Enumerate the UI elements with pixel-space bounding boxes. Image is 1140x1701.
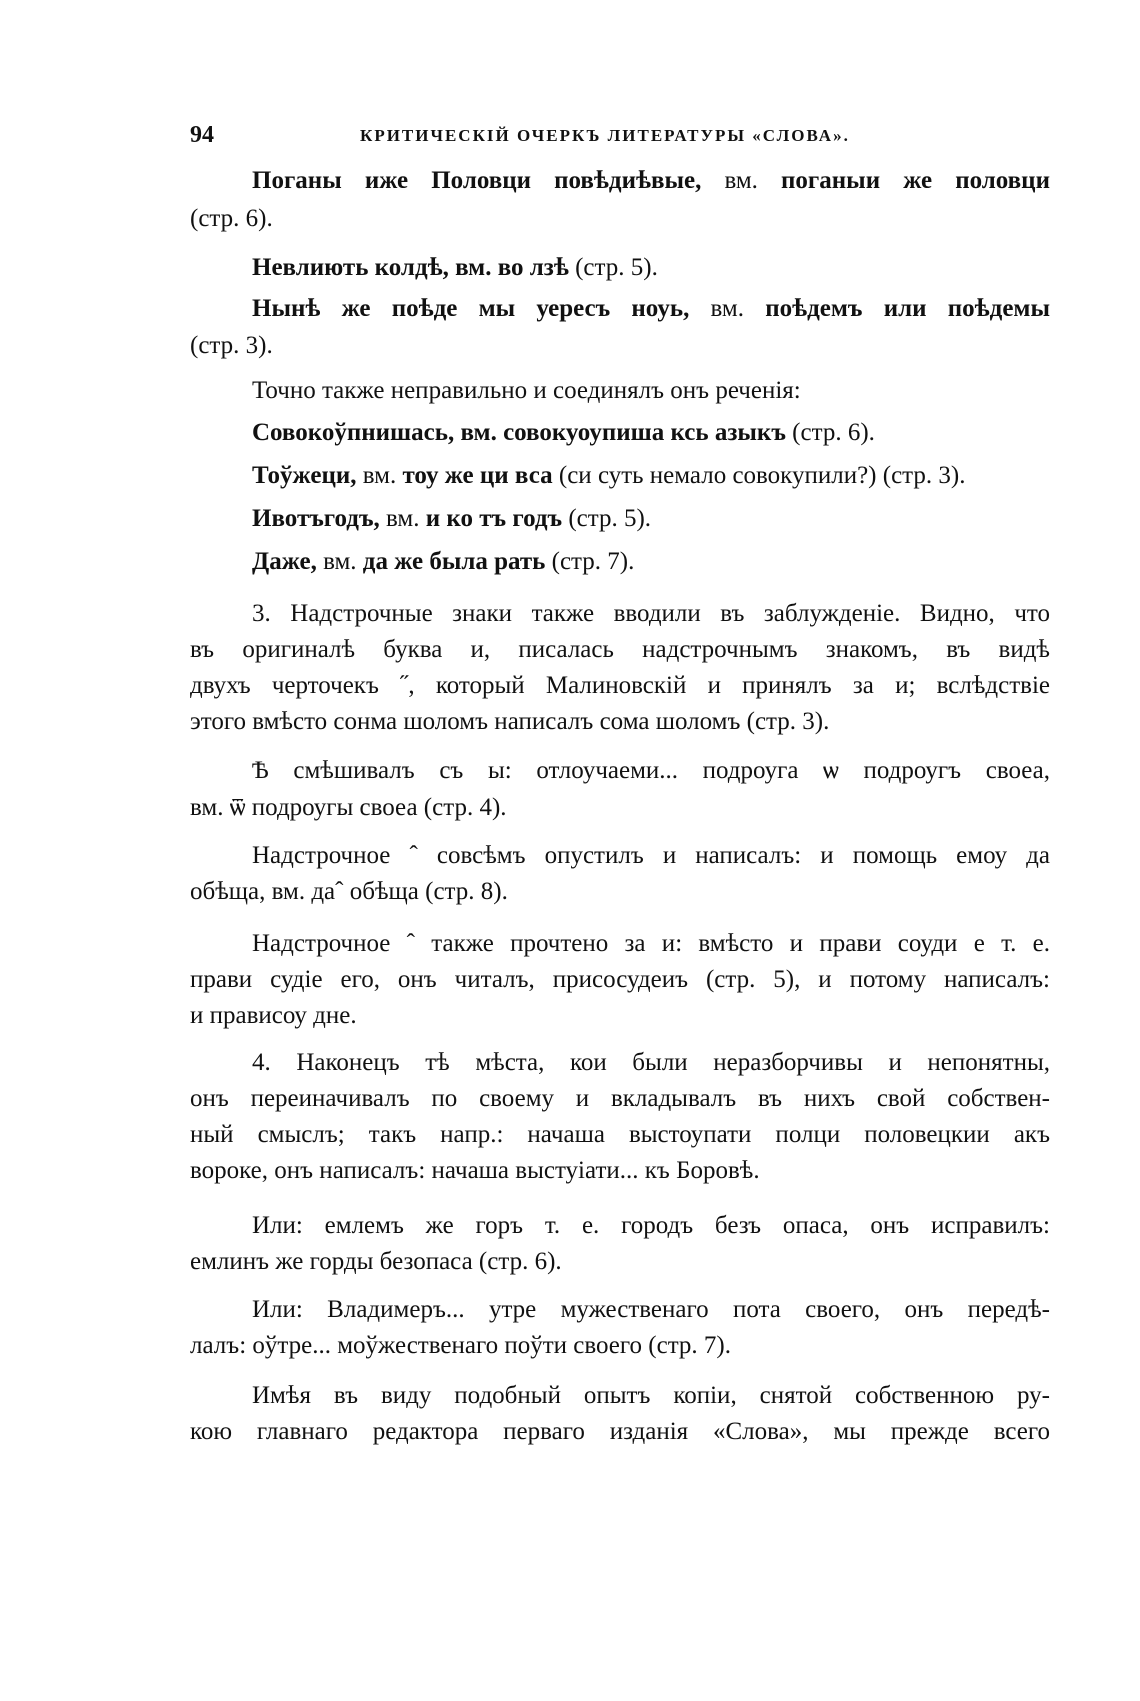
text-line: Надстрочное ˆ также прочтено за и: вмѣсто и прави соуди е т. е. (252, 930, 1050, 957)
text-line: Тоўжеци, вм. тоу же ци вса (си суть немало совокупили?) (стр. 3). (252, 462, 966, 489)
text-line: Или: емлемъ же горъ т. е. городъ безъ опаса, онъ исправилъ: (252, 1212, 1050, 1239)
text-line: въ оригиналѣ буква и, писалась надстрочнымъ знакомъ, въ видѣ (190, 636, 1050, 663)
text-line: Ѣ смѣшивалъ съ ы: отлоучаеми... подроуга ѡ подроугъ своеа, (252, 757, 1050, 784)
text-line: Поганы иже Половци повѣдиѣвые, вм. поганыи же половци (252, 167, 1050, 194)
text-line: 3. Надстрочные знаки также вводили въ заблужденіе. Видно, что (252, 600, 1050, 627)
text-line: Имѣя въ виду подобный опытъ копіи, снятой собственною ру- (252, 1382, 1050, 1409)
text-line: вм. ѿ подроугы своеа (стр. 4). (190, 794, 507, 821)
text-line: Надстрочное ˆ совсѣмъ опустилъ и написалъ: и помощь емоу да (252, 842, 1050, 869)
text-line: емлинъ же горды безопаса (стр. 6). (190, 1248, 562, 1275)
text-line: кою главнаго редактора перваго изданія «Слова», мы прежде всего (190, 1418, 1050, 1445)
text-line: прави судіе его, онъ читалъ, присосудеиъ (стр. 5), и потому написалъ: (190, 966, 1050, 993)
running-title: КРИТИЧЕСКІЙ ОЧЕРКЪ ЛИТЕРАТУРЫ «СЛОВА». (360, 126, 850, 145)
text-line: и прависоу дне. (190, 1002, 357, 1029)
text-line: Ивотъгодъ, вм. и ко тъ годъ (стр. 5). (252, 505, 652, 532)
text-line: Даже, вм. да же была рать (стр. 7). (252, 548, 635, 575)
text-line: Невлиють колдѣ, вм. во лзѣ (стр. 5). (252, 254, 658, 281)
text-line: Или: Владимеръ... утре мужественаго пота своего, онъ передѣ- (252, 1296, 1050, 1323)
page-header (190, 122, 1050, 158)
text-line: вороке, онъ написалъ: начаша выстуіати... къ Боровѣ. (190, 1157, 760, 1184)
text-line: лалъ: оўтре... моўжественаго поўти своего (стр. 7). (190, 1332, 732, 1359)
text-line: Совокоўпнишась, вм. совокуоупиша ксь азыкъ (стр. 6). (252, 419, 875, 446)
text-line: двухъ черточекъ ˝, который Малиновскій и принялъ за и; вслѣдствіе (190, 672, 1050, 699)
text-line: этого вмѣсто сонма шоломъ написалъ сома шоломъ (стр. 3). (190, 708, 830, 735)
text-line: (стр. 3). (190, 332, 273, 359)
text-line: Точно также неправильно и соединялъ онъ реченія: (252, 377, 801, 404)
text-line: обѣща, вм. даˆ обѣща (стр. 8). (190, 878, 508, 905)
text-line: 4. Наконецъ тѣ мѣста, кои были неразборчивы и непонятны, (252, 1049, 1050, 1076)
text-line: (стр. 6). (190, 205, 273, 232)
page-number: 94 (190, 122, 214, 148)
text-line: ный смыслъ; такъ напр.: начаша выстоупати полци половецкии акъ (190, 1121, 1050, 1148)
text-line: Нынѣ же поѣде мы уересъ ноуь, вм. поѣдемъ или поѣдемы (252, 295, 1050, 322)
text-line: онъ переиначивалъ по своему и вкладывалъ въ нихъ свой собствен- (190, 1085, 1050, 1112)
